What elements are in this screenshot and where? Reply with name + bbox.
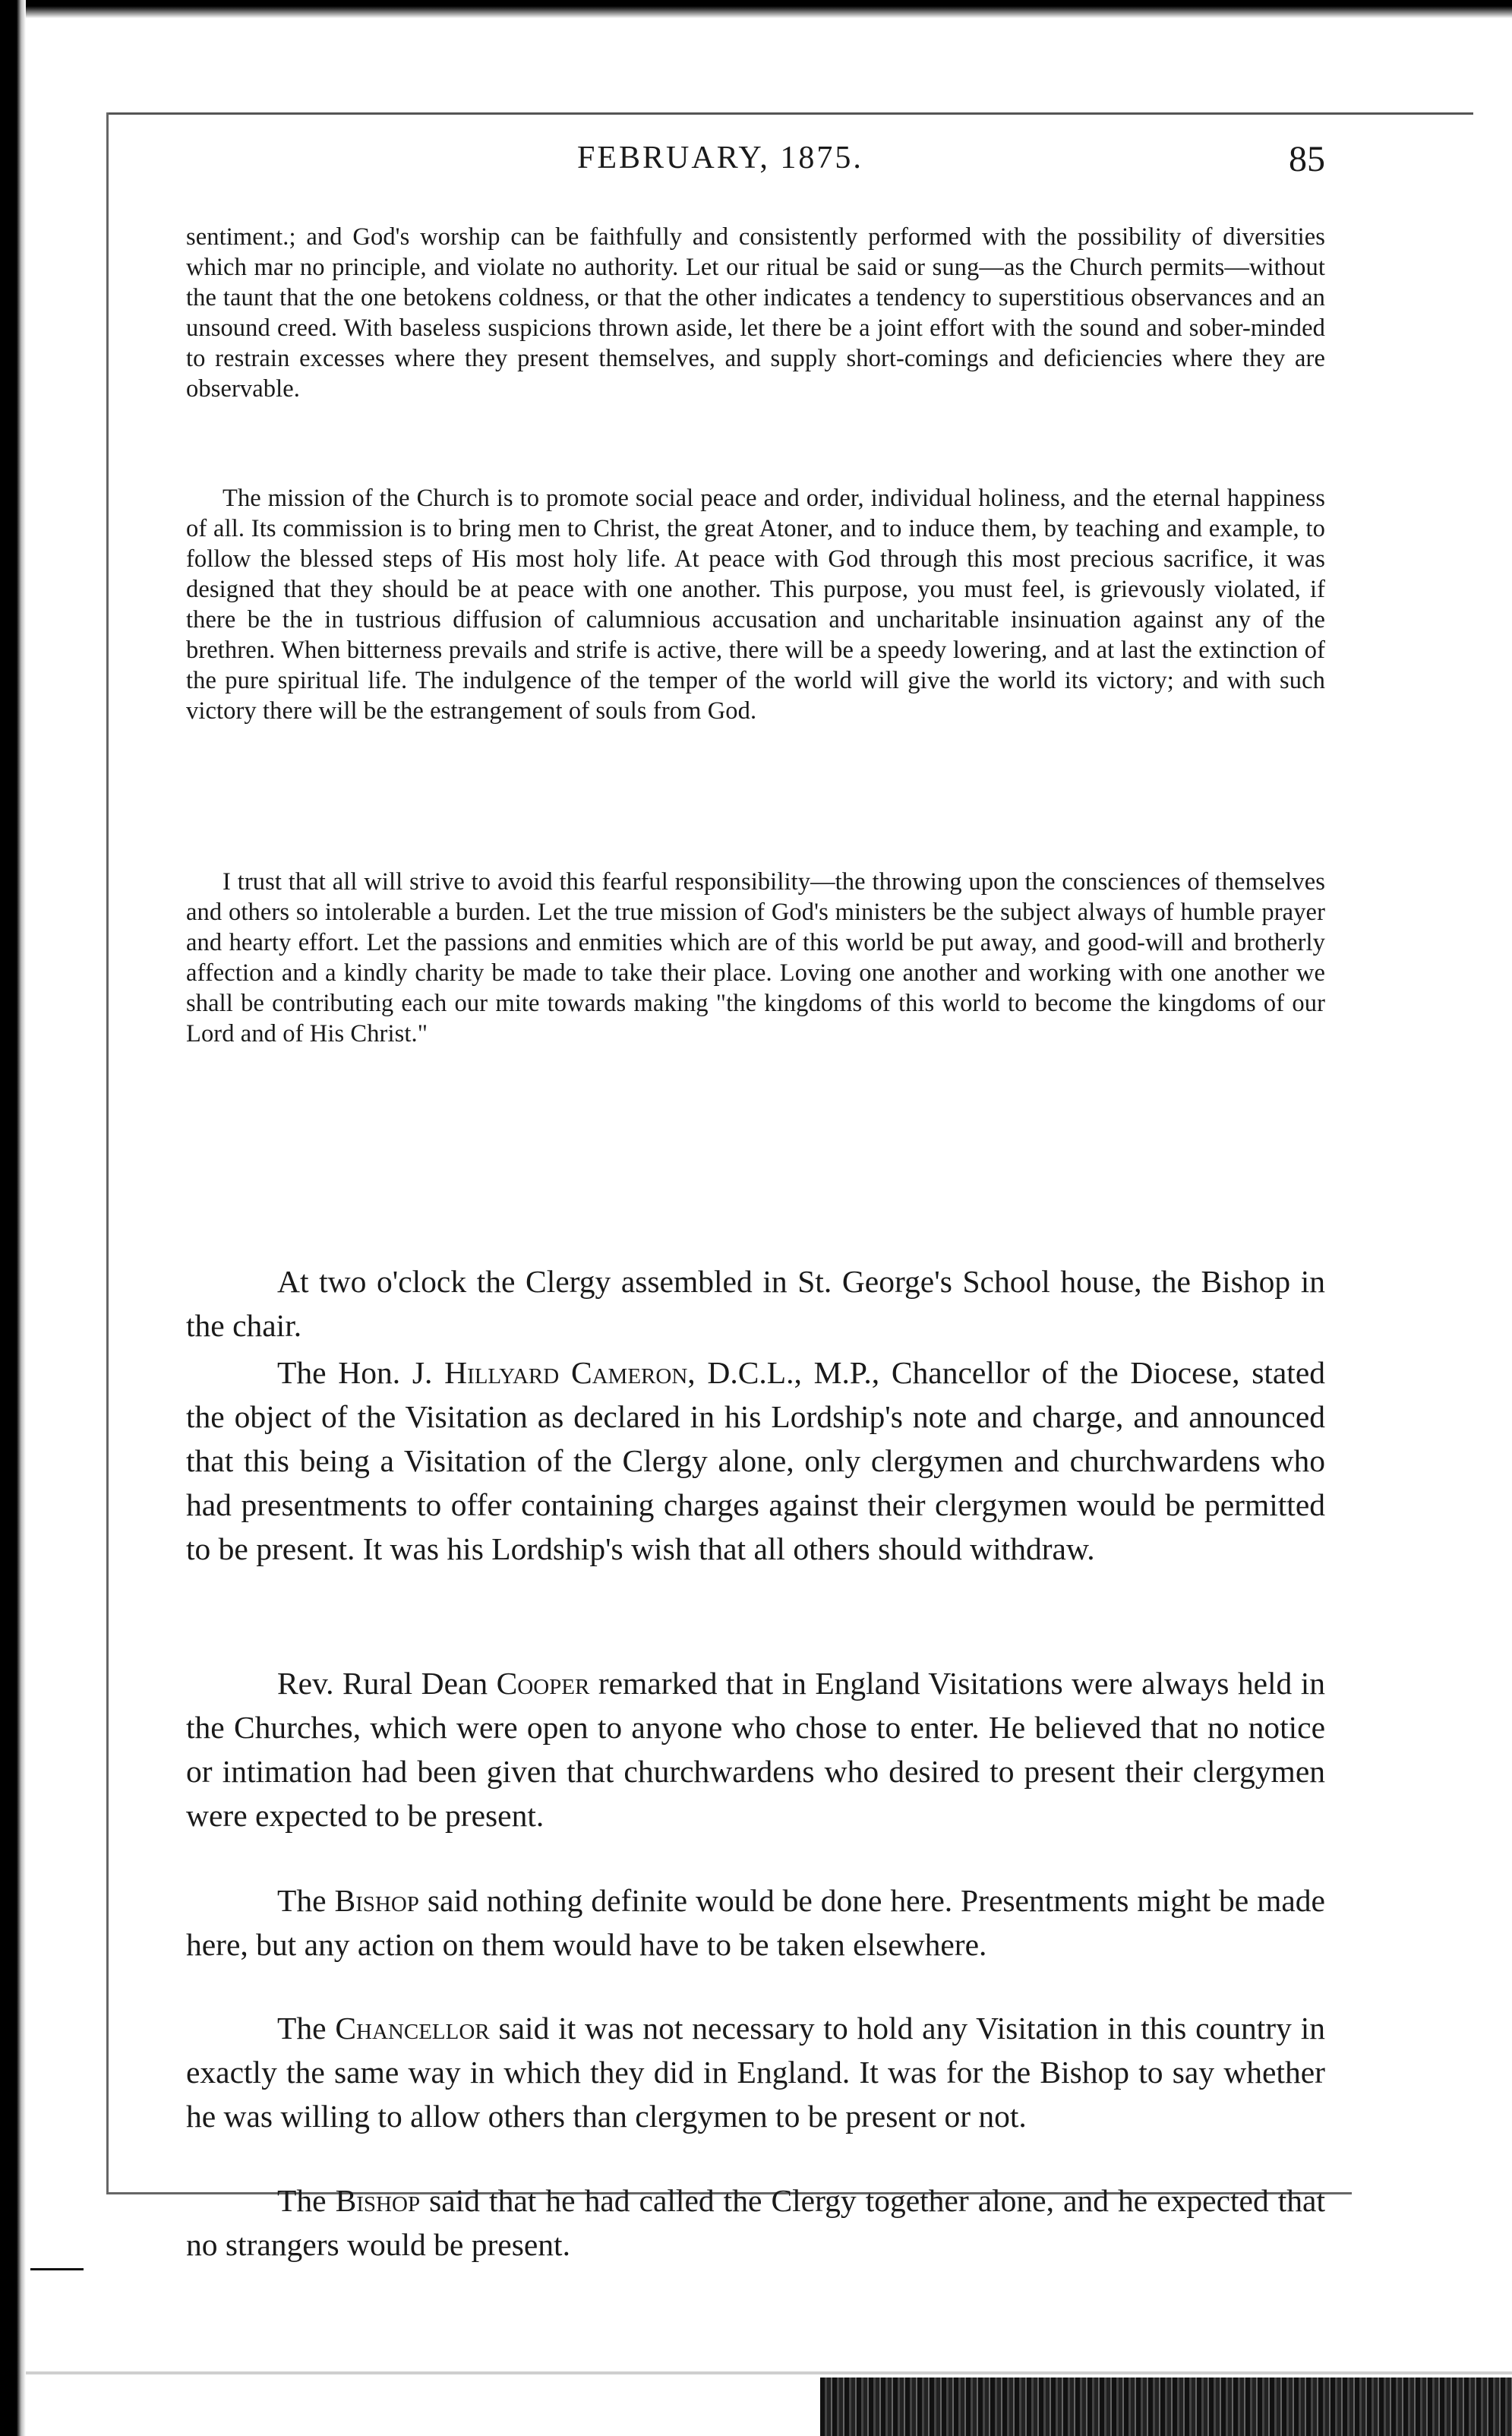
page-frame-left [106,112,109,2194]
proceedings-text-6 [186,2178,1325,2267]
charge-paragraph-3 [186,867,1325,1049]
proceedings-paragraph-5 [186,2006,1325,2138]
proceedings-text-5 [186,2006,1325,2138]
speaker-name-bishop: Bishop [334,1883,419,1918]
charge-text-2: The mission of the Church is to promote social peace and order, individual holiness, and the eternal happiness of all. Its commission is to bring men to Christ, the great Atoner, and to induce them, by teaching and example, to follow the blessed steps of His most holy life. At peace with God through this most precious sacrifice, it was designed that they should be at peace with one another. This purpose, you must feel, is grievously violated, if there be the in tustrious diffusion of calumnious accusation and uncharitable insinuation against any of the brethren. When bitterness prevails and strife is active, there will be a speedy lowering, and at last the extinction of the pure spiritual life. The indulgence of the temper of the world will give the world its victory; and with such victory there will be the estrangement of souls from God. [186,485,1325,725]
proceedings-paragraph-3 [186,1661,1325,1837]
proceedings-text-2 [186,1351,1325,1571]
page-frame-top [106,112,1473,115]
speaker-name-bishop-2: Bishop [335,2183,421,2218]
charge-text-1: sentiment.; and God's worship can be faithfully and consistently performed with the possibility of diversities which mar no principle, and violate no authority. Let our ritual be said or sung—as the Church permits—without the taunt that the one betokens coldness, or that the other indicates a tendency to superstitious observances and an unsound creed. With baseless suspicions thrown aside, let there be a joint effort with the sound and sober-minded to restrain excesses where they present themselves, and supply short-comings and deficiencies where they are observable. [186,223,1325,403]
margin-mark [30,2268,84,2270]
charge-paragraph-2 [186,483,1325,726]
page-number: 85 [1289,139,1325,179]
charge-text-3: I trust that all will strive to avoid this fearful responsibility—the throwing upon the consciences of themselves and others so intolerable a burden. Let the true mission of God's ministers be the subject always of humble prayer and hearty effort. Let the passions and enmities which are of this world be put away, and good-will and brotherly affection and a kindly charity be made to take their place. Loving one another and working with one another we shall be contributing each our mite towards making "the kingdoms of this world to become the kingdoms of our Lord and of His Christ." [186,868,1325,1047]
proceedings-paragraph-4 [186,1878,1325,1967]
proceedings-text-3 [186,1661,1325,1837]
scan-binding-edge [0,0,26,2436]
proceedings-4-lead: The [277,1883,335,1918]
proceedings-paragraph-6 [186,2178,1325,2267]
proceedings-6-body: said that he had called the Clergy together alone, and he expected that no strangers would be present. [186,2183,1325,2262]
charge-paragraph-1 [186,222,1325,404]
proceedings-5-lead: The [277,2011,336,2046]
speaker-name-cooper: Cooper [496,1666,590,1701]
running-title: FEBRUARY, 1875. [577,141,863,175]
proceedings-paragraph-1 [186,1259,1325,1348]
speaker-name-chancellor: Chancellor [335,2011,490,2046]
scan-top-border [26,0,1512,18]
scan-bottom-border [820,2378,1512,2436]
scan-bottom-rule [26,2371,1512,2374]
proceedings-2-body: , D.C.L., M.P., Chancellor of the Diocese, stated the object of the Visitation as declared in his Lordship's note and charge, and announced that this being a Visitation of the Clergy alone, only clergymen and churchwardens who had presentments to offer containing charges against their clergymen would be permitted to be present. It was his Lordship's wish that all others should withdraw. [186,1355,1325,1566]
proceedings-2-lead: The Hon. J. [277,1355,445,1390]
proceedings-text-1: At two o'clock the Clergy assembled in St. George's School house, the Bishop in the chair. [186,1264,1325,1343]
running-head [186,138,1325,191]
proceedings-text-4 [186,1878,1325,1967]
proceedings-3-lead: Rev. Rural Dean [277,1666,497,1701]
proceedings-3-body: remarked that in England Visitations were always held in the Churches, which were open to anyone who chose to enter. He believed that no notice or intimation had been given that churchwardens who desired to present their clergymen were expected to be present. [186,1666,1325,1833]
proceedings-6-lead: The [277,2183,336,2218]
proceedings-paragraph-2 [186,1351,1325,1571]
speaker-name-cameron: Hillyard Cameron [444,1355,688,1390]
proceedings-4-body: said nothing definite would be done here. Presentments might be made here, but any action on them would have to be taken elsewhere. [186,1883,1325,1962]
proceedings-5-body: said it was not necessary to hold any Visitation in this country in exactly the same way in which they did in England. It was for the Bishop to say whether he was willing to allow others than clergymen to be present or not. [186,2011,1325,2134]
